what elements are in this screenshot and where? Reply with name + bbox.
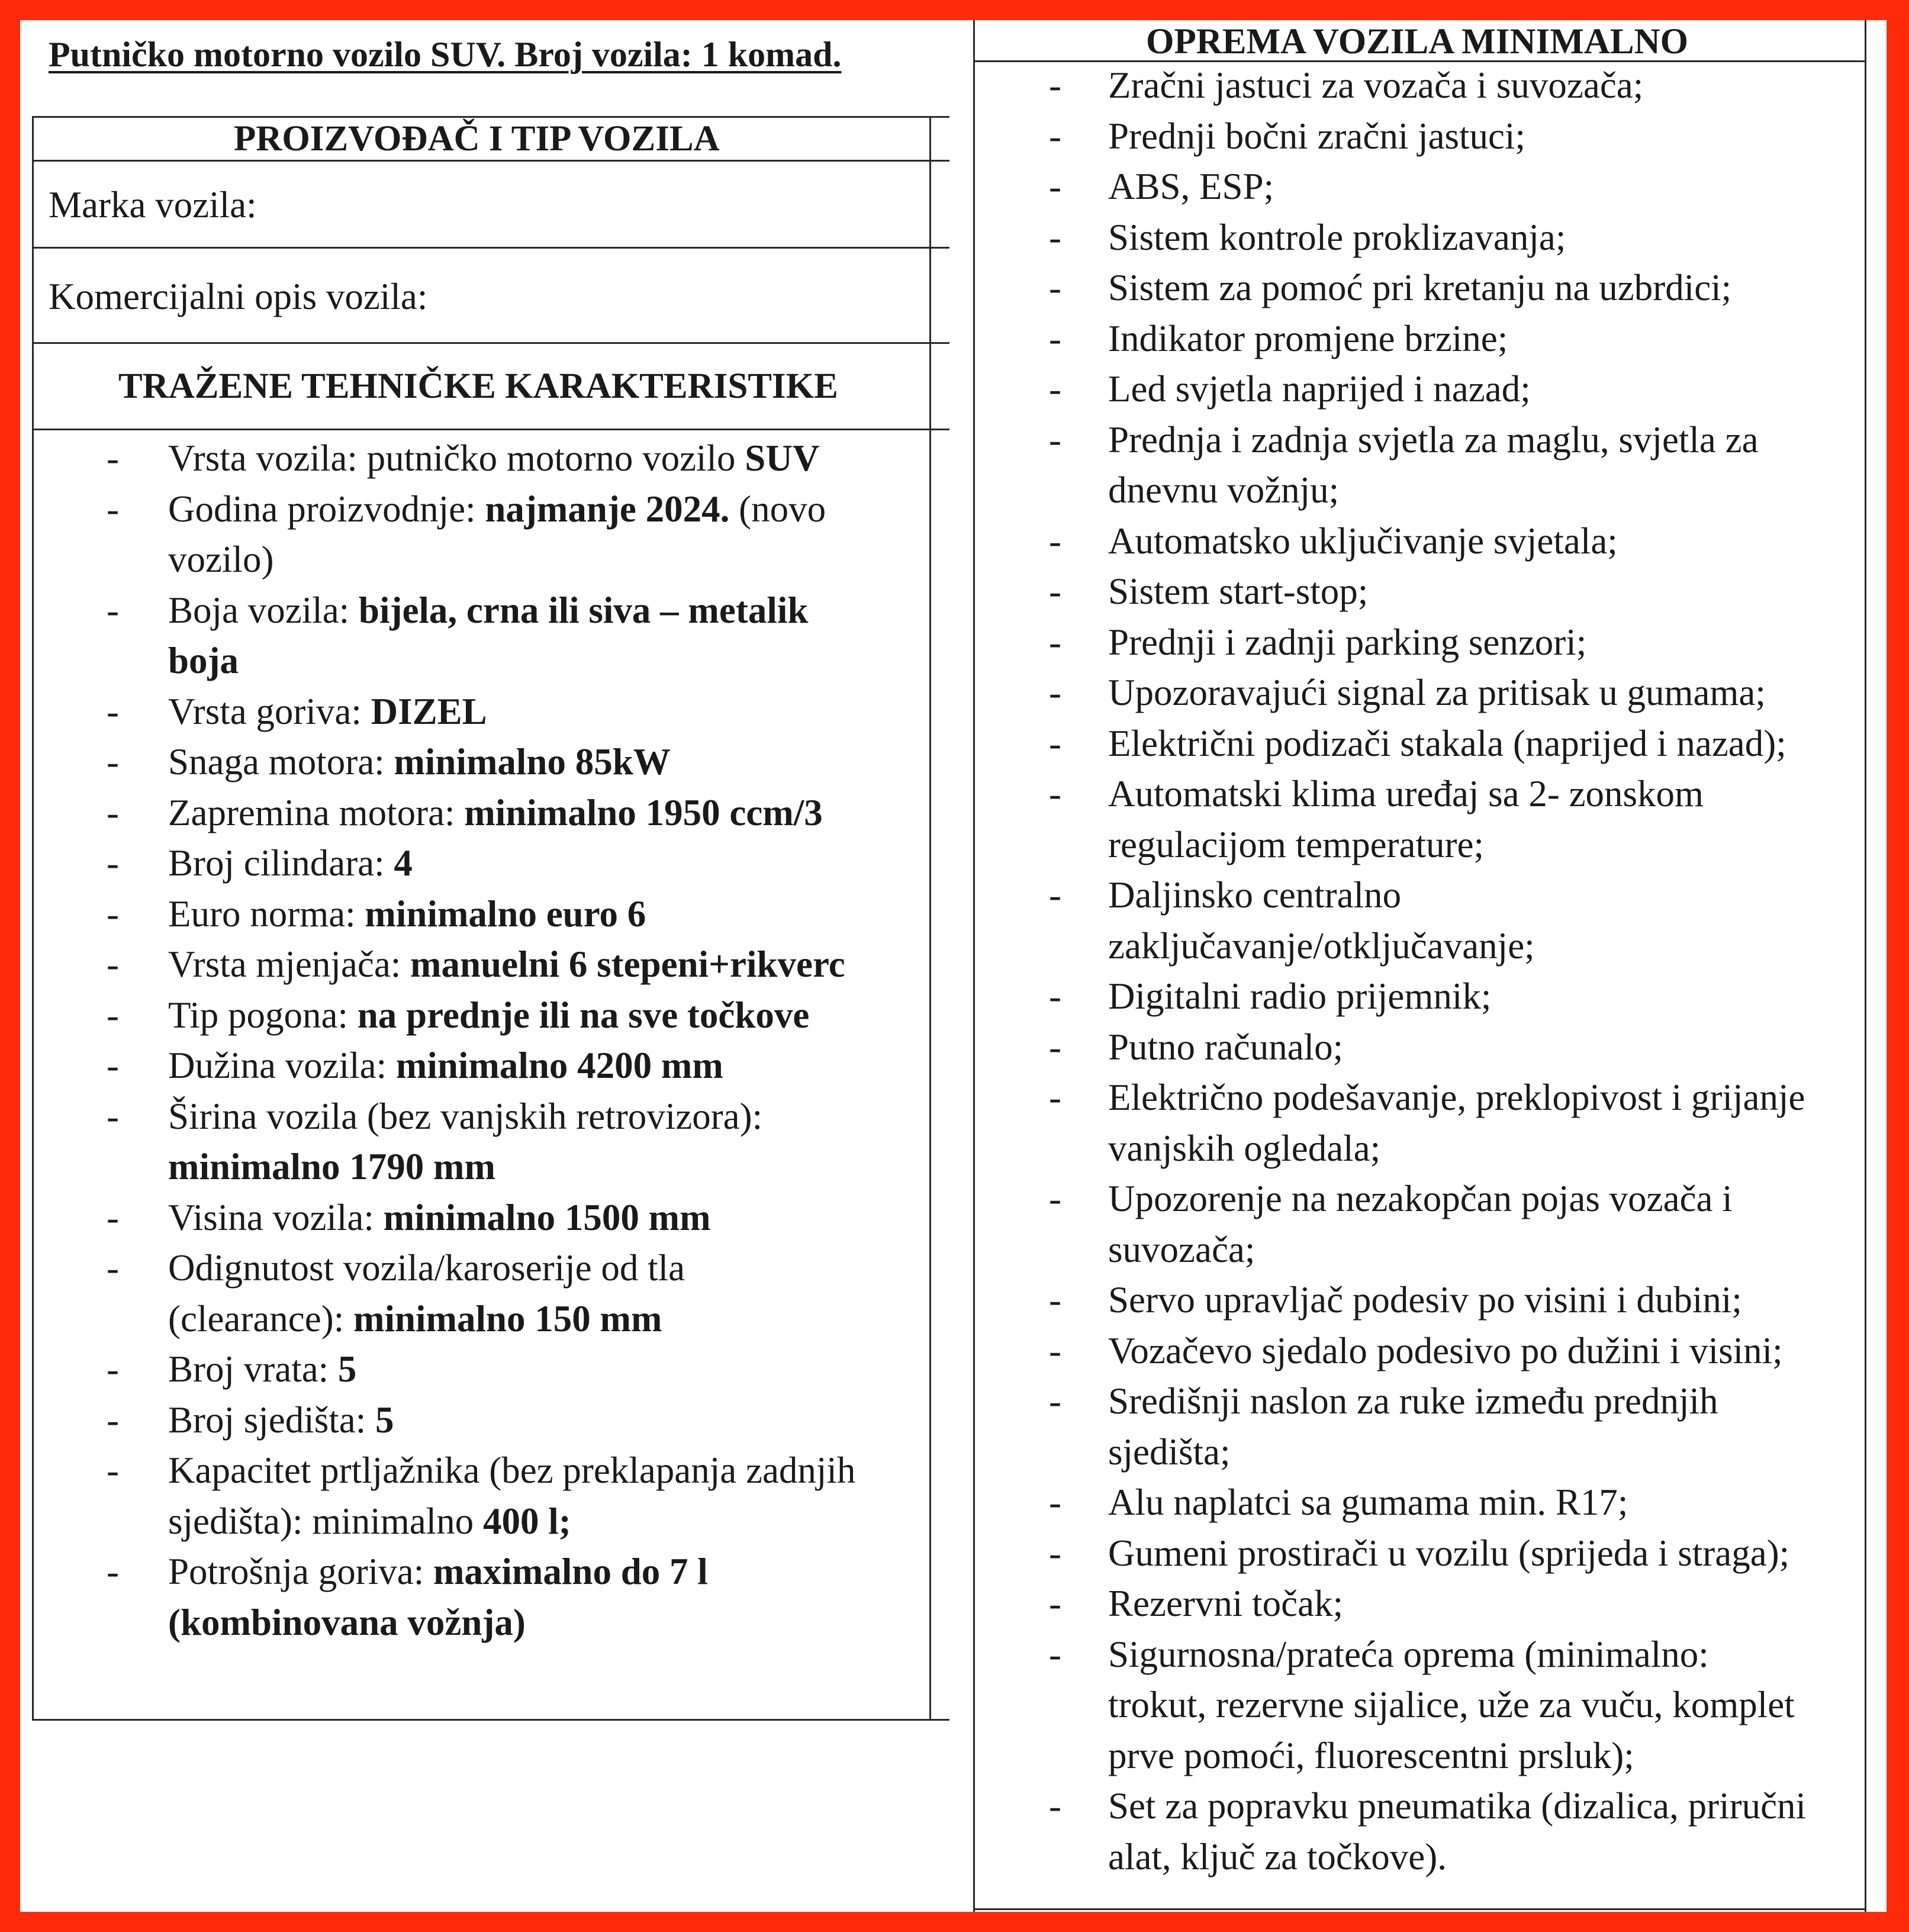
bullet-dash: - — [107, 488, 119, 530]
equipment-item — [20, 566, 1806, 617]
bullet-dash: - — [107, 1399, 119, 1441]
equipment-item-line — [20, 516, 1806, 567]
bullet-dash: - — [107, 994, 119, 1036]
equipment-item-line — [20, 820, 1806, 871]
item-text: Sistem za pomoć pri kretanju na uzbrdici; — [1108, 267, 1732, 308]
equipment-item — [20, 870, 1806, 971]
equipment-item-line — [20, 1326, 1806, 1377]
bullet-dash: - — [107, 842, 119, 884]
bullet-dash: - — [107, 1247, 119, 1289]
document-page — [20, 20, 1887, 1912]
item-value-bold: na prednje ili na sve točkove — [357, 994, 810, 1036]
item-value-bold: maximalno do 7 l — [433, 1551, 708, 1592]
right-table-border — [973, 1908, 1866, 1910]
equipment-item-line — [20, 1225, 1806, 1276]
item-value-bold: boja — [168, 640, 239, 681]
item-text: Digitalni radio prijemnik; — [1108, 975, 1492, 1017]
bullet-dash: - — [1049, 1785, 1061, 1827]
item-value-bold: manuelni 6 stepeni+rikverc — [410, 944, 845, 985]
item-text: Upozorenje na nezakopčan pojas vozača i — [1108, 1178, 1733, 1219]
item-text: dnevnu vožnju; — [1108, 469, 1340, 511]
bullet-dash: - — [1049, 317, 1061, 359]
equipment-item-line — [20, 921, 1806, 972]
item-text: Sistem start-stop; — [1108, 571, 1369, 612]
equipment-item — [20, 1174, 1806, 1275]
item-value-bold: minimalno 4200 mm — [395, 1045, 723, 1086]
manufacturer-header: PROIZVOĐAČ I TIP VOZILA — [234, 119, 720, 159]
equipment-item — [20, 1528, 1806, 1579]
item-text: Gumeni prostirači u vozilu (sprijeda i straga); — [1108, 1532, 1790, 1574]
item-text: Boja vozila: — [168, 589, 359, 631]
document-title: Putničko motorno vozilo SUV. Broj vozila: 1 komad. — [49, 35, 842, 74]
equipment-item-line — [20, 1832, 1806, 1883]
bullet-dash: - — [1049, 216, 1061, 258]
equipment-item — [20, 1579, 1806, 1630]
item-text: Rezervni točak; — [1108, 1583, 1344, 1624]
equipment-item — [20, 668, 1806, 719]
equipment-item — [20, 314, 1806, 365]
bullet-dash: - — [107, 1348, 119, 1390]
equipment-item-line — [20, 1731, 1806, 1782]
bullet-dash: - — [1049, 773, 1061, 814]
equipment-item — [20, 1477, 1806, 1528]
equipment-item-line — [20, 1275, 1806, 1326]
item-text: Euro norma: — [168, 893, 365, 935]
bullet-dash: - — [1049, 571, 1061, 612]
equipment-item — [20, 971, 1806, 1022]
equipment-item-line — [20, 971, 1806, 1022]
equipment-item-line — [20, 1680, 1806, 1731]
item-text: Vrsta mjenjača: — [168, 944, 411, 985]
item-text: Putno računalo; — [1108, 1026, 1344, 1068]
item-text: trokut, rezervne sijalice, uže za vuču, komplet — [1108, 1684, 1795, 1725]
item-value-bold: minimalno 1790 mm — [168, 1146, 496, 1187]
item-text: Sigurnosna/prateća oprema (minimalno: — [1108, 1633, 1709, 1675]
bullet-dash: - — [107, 741, 119, 783]
bullet-dash: - — [1049, 1026, 1061, 1068]
item-text: zaključavanje/otključavanje; — [1108, 925, 1535, 967]
bullet-dash: - — [1049, 1380, 1061, 1422]
item-text: Električno podešavanje, preklopivost i grijanje — [1108, 1077, 1805, 1118]
equipment-item — [20, 162, 1806, 212]
bullet-dash: - — [107, 1551, 119, 1592]
item-text: Prednji i zadnji parking senzori; — [1108, 621, 1587, 663]
bullet-dash: - — [1049, 166, 1061, 207]
item-text: Prednji bočni zračni jastuci; — [1108, 115, 1526, 157]
item-text: Dužina vozila: — [168, 1045, 396, 1086]
bullet-dash: - — [1049, 267, 1061, 308]
item-text: Odignutost vozila/karoserije od tla — [168, 1247, 685, 1289]
item-value-bold: minimalno 1500 mm — [383, 1196, 711, 1238]
item-text: alat, ključ za točkove). — [1108, 1836, 1447, 1878]
item-text: Tip pogona: — [168, 994, 358, 1036]
item-text: Širina vozila (bez vanjskih retrovizora): — [168, 1095, 763, 1137]
bullet-dash: - — [107, 589, 119, 631]
item-text: Električni podizači stakala (naprijed i nazad); — [1108, 722, 1786, 764]
item-text: Led svjetla naprijed i nazad; — [1108, 368, 1531, 410]
equipment-item-line — [20, 1579, 1806, 1630]
equipment-item-line — [20, 1781, 1806, 1832]
equipment-item — [20, 1326, 1806, 1377]
equipment-item — [20, 719, 1806, 769]
item-text: Visina vozila: — [168, 1196, 384, 1238]
equipment-item-line — [20, 314, 1806, 365]
item-text: Indikator promjene brzine; — [1108, 317, 1508, 359]
item-text: sjedišta): minimalno — [168, 1500, 483, 1542]
equipment-item — [20, 364, 1806, 415]
equipment-item — [20, 60, 1806, 111]
item-text: vozilo) — [168, 539, 274, 580]
item-text: prve pomoći, fluorescentni prsluk); — [1108, 1734, 1634, 1776]
bullet-dash: - — [1049, 874, 1061, 916]
item-text: suvozača; — [1108, 1228, 1256, 1270]
bullet-dash: - — [1049, 621, 1061, 663]
equipment-item-line — [20, 364, 1806, 415]
equipment-item-line — [20, 1123, 1806, 1174]
bullet-dash: - — [1049, 65, 1061, 106]
equipment-item — [20, 516, 1806, 567]
equipment-item-line — [20, 1022, 1806, 1073]
bullet-dash: - — [1049, 1583, 1061, 1624]
bullet-dash: - — [107, 893, 119, 935]
bullet-dash: - — [1049, 975, 1061, 1017]
equipment-item-line — [20, 1376, 1806, 1427]
item-value-bold: 5 — [375, 1399, 394, 1441]
equipment-item-line — [20, 111, 1806, 162]
equipment-item — [20, 263, 1806, 314]
item-value-bold: 400 l; — [482, 1500, 571, 1542]
item-value-bold: (kombinovana vožnja) — [168, 1601, 526, 1643]
bullet-dash: - — [107, 1196, 119, 1238]
equipment-item — [20, 1073, 1806, 1174]
item-text: Servo upravljač podesiv po visini i dubini; — [1108, 1279, 1742, 1321]
equipment-item-line — [20, 617, 1806, 668]
bullet-dash: - — [1049, 418, 1061, 461]
item-text: Potrošnja goriva: — [168, 1551, 433, 1592]
bullet-dash: - — [1049, 1482, 1061, 1523]
item-value-bold: SUV — [745, 437, 820, 479]
bullet-dash: - — [1049, 672, 1061, 713]
equipment-item-line — [20, 60, 1806, 111]
item-value-bold: DIZEL — [371, 690, 487, 732]
item-text: (clearance): — [168, 1297, 353, 1339]
item-text: regulacijom temperature; — [1108, 823, 1484, 865]
item-text: Automatski klima uređaj sa 2- zonskom — [1108, 773, 1704, 814]
bullet-dash: - — [1049, 520, 1061, 562]
item-text: vanjskih ogledala; — [1108, 1127, 1381, 1169]
bullet-dash: - — [1049, 1532, 1061, 1574]
item-text: Vrsta vozila: putničko motorno vozilo — [168, 437, 745, 479]
item-text: Prednja i zadnja svjetla za maglu, svjetla za — [1108, 418, 1759, 461]
equipment-item — [20, 1781, 1806, 1882]
item-text: Godina proizvodnje: — [168, 488, 485, 530]
item-text: Alu naplatci sa gumama min. R17; — [1108, 1482, 1628, 1523]
bullet-dash: - — [1049, 1633, 1061, 1675]
item-text: Središnji naslon za ruke između prednjih — [1108, 1380, 1718, 1422]
item-text: sjedišta; — [1108, 1431, 1231, 1473]
equipment-item-line — [20, 465, 1806, 516]
equipment-item-line — [20, 1174, 1806, 1225]
right-table-border — [1865, 20, 1866, 1912]
item-value-bold: minimalno 1950 ccm/3 — [464, 791, 823, 833]
item-text: Upozoravajući signal za pritisak u gumama; — [1108, 672, 1766, 713]
bullet-dash: - — [1049, 1279, 1061, 1321]
equipment-item — [20, 111, 1806, 162]
bullet-dash: - — [1049, 722, 1061, 764]
item-value-bold: 4 — [394, 842, 413, 884]
equipment-item-line — [20, 1073, 1806, 1123]
equipment-item-line — [20, 769, 1806, 820]
item-value-bold: najmanje 2024. — [485, 488, 730, 530]
item-text: Kapacitet prtljažnika (bez preklapanja zadnjih — [168, 1450, 856, 1491]
item-text: Sistem kontrole proklizavanja; — [1108, 216, 1566, 258]
bullet-dash: - — [107, 1045, 119, 1086]
equipment-item-line — [20, 719, 1806, 769]
item-value-bold: minimalno 85kW — [394, 741, 671, 783]
item-text: ABS, ESP; — [1108, 166, 1274, 207]
item-value-bold: minimalno euro 6 — [365, 893, 646, 935]
equipment-item-line — [20, 1630, 1806, 1680]
item-text: Vrsta goriva: — [168, 690, 371, 732]
item-text: Automatsko uključivanje svjetala; — [1108, 520, 1618, 562]
item-text: Zapremina motora: — [168, 791, 465, 833]
field-brand-label: Marka vozila: — [49, 184, 257, 226]
item-text: Set za popravku pneumatika (dizalica, priručni — [1108, 1785, 1807, 1827]
equipment-item-line — [20, 415, 1806, 466]
item-text: Vozačevo sjedalo podesivo po dužini i visini; — [1108, 1329, 1783, 1371]
bullet-dash: - — [107, 944, 119, 985]
item-text: Daljinsko centralno — [1108, 874, 1402, 916]
item-value-bold: 5 — [337, 1348, 357, 1390]
item-value-bold: minimalno 150 mm — [353, 1297, 662, 1339]
bullet-dash: - — [1049, 115, 1061, 157]
equipment-item — [20, 212, 1806, 263]
item-text: (novo — [729, 488, 826, 530]
bullet-dash: - — [107, 690, 119, 732]
equipment-item-line — [20, 566, 1806, 617]
equipment-item — [20, 617, 1806, 668]
item-text: Broj cilindara: — [168, 842, 394, 884]
bullet-dash: - — [107, 1450, 119, 1491]
equipment-item-line — [20, 212, 1806, 263]
equipment-item — [20, 1630, 1806, 1782]
bullet-dash: - — [107, 791, 119, 833]
equipment-item-line — [20, 870, 1806, 921]
item-value-bold: bijela, crna ili siva – metalik — [358, 589, 809, 631]
equipment-item-line — [20, 162, 1806, 212]
item-text: Zračni jastuci za vozača i suvozača; — [1108, 65, 1644, 106]
equipment-item-line — [20, 668, 1806, 719]
equipment-item-line — [20, 263, 1806, 314]
equipment-item — [20, 769, 1806, 870]
tech-spec-header: TRAŽENE TEHNIČKE KARAKTERISTIKE — [118, 366, 838, 406]
item-text: Broj sjedišta: — [168, 1399, 375, 1441]
item-text: Snaga motora: — [168, 741, 394, 783]
equipment-item-line — [20, 1477, 1806, 1528]
equipment-list — [20, 60, 1806, 1882]
equipment-item — [20, 1275, 1806, 1326]
equipment-item-line — [20, 1528, 1806, 1579]
bullet-dash: - — [1049, 1178, 1061, 1219]
bullet-dash: - — [107, 437, 119, 479]
item-text: Broj vrata: — [168, 1348, 338, 1390]
field-commercial-label: Komercijalni opis vozila: — [49, 276, 428, 317]
equipment-item — [20, 415, 1806, 516]
bullet-dash: - — [107, 1095, 119, 1137]
equipment-header: OPREMA VOZILA MINIMALNO — [1146, 22, 1689, 62]
equipment-item — [20, 1022, 1806, 1073]
bullet-dash: - — [1049, 368, 1061, 410]
bullet-dash: - — [1049, 1329, 1061, 1371]
equipment-item — [20, 1376, 1806, 1477]
equipment-item-line — [20, 1427, 1806, 1478]
bullet-dash: - — [1049, 1077, 1061, 1118]
